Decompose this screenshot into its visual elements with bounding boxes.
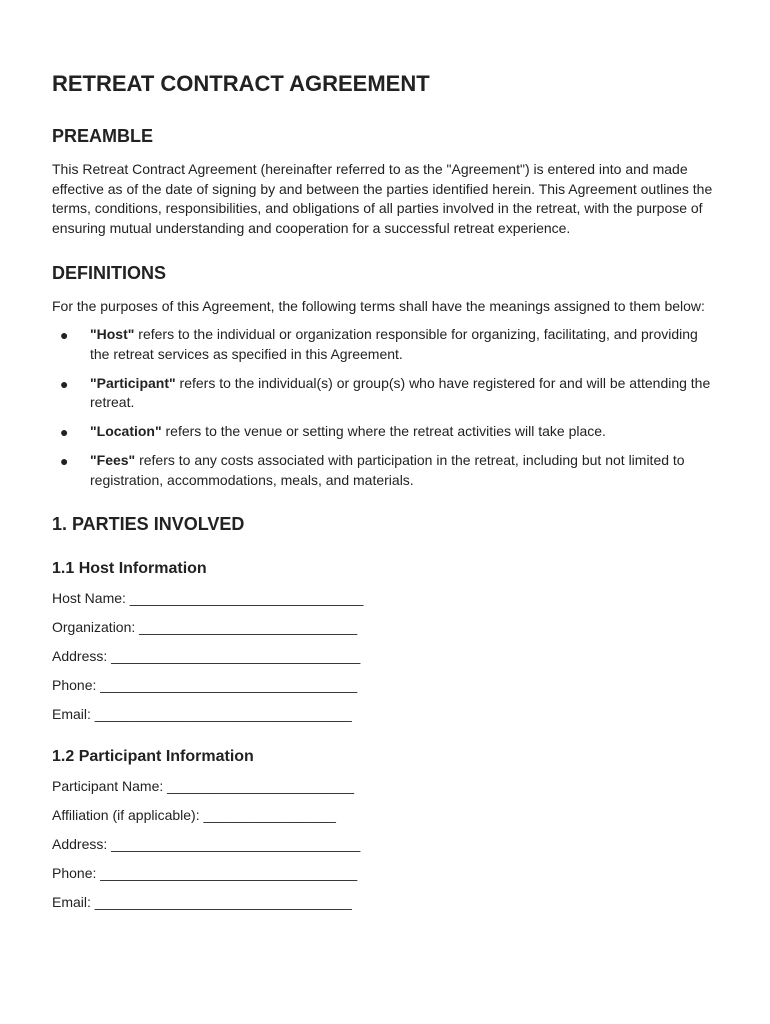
participant-name-field[interactable]: Participant Name: ________________________ — [52, 777, 355, 794]
bullet-icon: ● — [60, 375, 69, 392]
definition-text: refers to the individual(s) or group(s) who have registered for and will be attending the retreat. — [90, 374, 711, 411]
participant-information-block — [52, 747, 718, 913]
definitions-section — [52, 262, 718, 490]
definition-term: "Location" — [90, 423, 162, 440]
bullet-icon: ● — [60, 453, 69, 470]
participant-affiliation-field[interactable]: Affiliation (if applicable): _________________ — [52, 806, 336, 823]
host-information-heading: 1.1 Host Information — [52, 559, 207, 577]
preamble-text: This Retreat Contract Agreement (hereinafter referred to as the "Agreement") is entered into and made effective as of the date of signing by and between the parties identified herein. This Agreement outlines the terms, conditions, responsibilities, and obligations of all parties involved in the retreat, with the purpose of ensuring mutual understanding and cooperation for a successful retreat experience. — [52, 161, 713, 236]
participant-phone-field[interactable]: Phone: _________________________________ — [52, 864, 358, 881]
definitions-intro: For the purposes of this Agreement, the following terms shall have the meanings assigned to them below: — [52, 298, 705, 315]
parties-heading: 1. PARTIES INVOLVED — [52, 513, 245, 534]
definition-term: "Fees" — [90, 452, 136, 469]
definition-item-host — [52, 325, 718, 364]
bullet-icon: ● — [60, 424, 69, 441]
parties-section — [52, 513, 718, 913]
definitions-heading: DEFINITIONS — [52, 263, 167, 284]
host-phone-field[interactable]: Phone: _________________________________ — [52, 676, 358, 693]
participant-email-field[interactable]: Email: _________________________________ — [52, 893, 352, 910]
host-organization-field[interactable]: Organization: ____________________________ — [52, 618, 358, 635]
definition-item-fees — [52, 451, 718, 490]
definition-term: "Host" — [90, 325, 135, 342]
definition-text: refers to the individual or organization responsible for organizing, facilitating, and providing the retreat services as specified in this Agreement. — [90, 325, 698, 362]
bullet-icon: ● — [60, 326, 69, 343]
preamble-heading: PREAMBLE — [52, 126, 154, 146]
definition-text: refers to any costs associated with participation in the retreat, including but not limited to registration, accommodations, meals, and materials. — [90, 452, 685, 489]
host-address-field[interactable]: Address: ________________________________ — [52, 647, 361, 664]
definition-text: refers to the venue or setting where the retreat activities will take place. — [161, 423, 606, 440]
document-title: RETREAT CONTRACT AGREEMENT — [52, 71, 430, 96]
host-email-field[interactable]: Email: _________________________________ — [52, 706, 352, 722]
definition-item-participant — [52, 374, 718, 413]
definition-item-location — [52, 422, 718, 442]
participant-address-field[interactable]: Address: ________________________________ — [52, 835, 361, 852]
definitions-list — [52, 325, 718, 491]
definition-term: "Participant" — [90, 374, 176, 391]
preamble-section — [52, 125, 718, 238]
host-name-field[interactable]: Host Name: ______________________________ — [52, 589, 364, 606]
host-information-block — [52, 559, 718, 725]
participant-information-heading: 1.2 Participant Information — [52, 747, 254, 765]
